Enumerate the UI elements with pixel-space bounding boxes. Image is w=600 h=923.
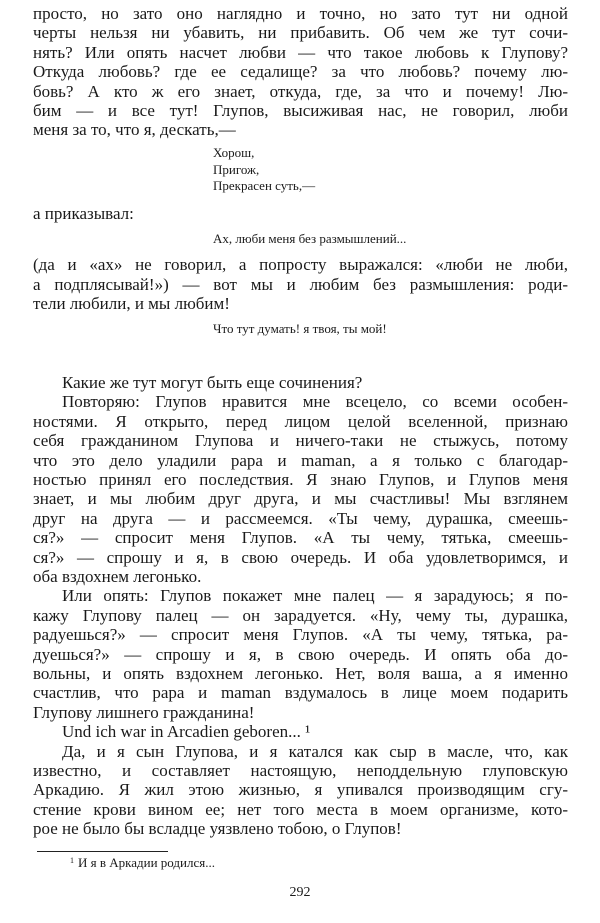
footnote	[70, 853, 215, 871]
text-line: стение крови вином ее; нет того места в моем организме, кото-	[33, 799, 568, 819]
verse-line: Ах, люби меня без размышлений...	[213, 231, 407, 246]
text-line: себя гражданином Глупова и ничего-таки не стыжусь, потому	[33, 431, 568, 451]
footnote-text: И я в Аркадии родился...	[78, 855, 215, 870]
text-line: Аркадию. Я жил этою жизнью, я упивался производящим сгу-	[33, 780, 568, 800]
text-line: вольны, и опять вздохнем легонько. Нет, воля ваша, а я именно	[33, 664, 568, 683]
text-line: Глупову лишнего гражданина!	[33, 702, 255, 722]
text-line: а подплясывай!») — вот мы и любим без размышления: роди-	[33, 274, 568, 294]
text-line: просто, но зато оно наглядно и точно, но зато тут ни одной	[33, 4, 568, 23]
text-line: меня за то, что я, дескать,—	[33, 120, 236, 140]
text-line: дуешься?» — спрошу и я, в свою очередь. И опять оба до-	[33, 644, 568, 664]
text-line: друг на друга — и рассмеемся. «Ты чему, дурашка, смеешь-	[33, 508, 568, 528]
verse-line: Пригож,	[213, 162, 260, 177]
text-line: оба вздохнем легонько.	[33, 567, 202, 586]
text-line: ностью принял его последствия. Я знаю Глупов, и Глупов меня	[33, 470, 568, 489]
text-line: а приказывал:	[33, 204, 134, 223]
page-number: 292	[289, 885, 311, 900]
text-line: ся?» — спрошу и я, в свою очередь. И оба удовлетворимся, и	[33, 547, 568, 567]
text-line: счастлив, что papa и maman вздумалось в лице моем подарить	[33, 683, 568, 703]
text-line: что это дело уладили papa и maman, а я только с благодар-	[33, 450, 568, 470]
text-line: ся?» — спросит меня Глупов. «А ты чему, тятька, смеешь-	[33, 528, 568, 548]
text-line: ностями. Я открыто, перед лицом целой вселенной, признаю	[33, 411, 568, 431]
text-line: Или опять: Глупов покажет мне палец — я зарадуюсь; я по-	[62, 586, 568, 606]
verse-line: Прекрасен суть,—	[213, 178, 316, 193]
text-line: кажу Глупову палец — он зарадуется. «Ну, чему ты, дурашка,	[33, 605, 568, 625]
footnote-rule	[37, 851, 168, 852]
text-line: черты нельзя ни убавить, ни прибавить. Об чем же тут сочи-	[33, 23, 568, 43]
verse-line: Хорош,	[213, 145, 255, 160]
text-line: нять? Или опять насчет любви — что такое любовь к Глупову?	[33, 42, 568, 62]
text-line: Какие же тут могут быть еще сочинения?	[62, 373, 363, 392]
text-line: Повторяю: Глупов нравится мне всецело, со всеми особен-	[62, 392, 568, 412]
text-line: рое не было бы всладце уязвлено тобою, о Глупов!	[33, 819, 402, 839]
text-line: (да и «ах» не говорил, а попросту выражался: «люби не люби,	[33, 255, 568, 274]
text-line: радуешься?» — спросит меня Глупов. «А ты чему, тятька, ра-	[33, 625, 568, 645]
text-line: бим — и все тут! Глупов, высиживая нас, не говорил, люби	[33, 101, 568, 120]
text-line: Und ich war in Arcadien geboren... ¹	[62, 722, 311, 742]
text-line: бовь? А кто ж его знает, откуда, где, за что и почему! Лю-	[33, 81, 568, 101]
text-line: известно, и составляет настоящую, неподдельную глуповскую	[33, 761, 568, 780]
text-line: Да, и я сын Глупова, и я катался как сыр в масле, что, как	[62, 741, 568, 761]
verse-line: Что тут думать! я твоя, ты мой!	[213, 321, 387, 336]
footnote-mark: 1	[70, 856, 74, 865]
text-line: знает, и мы любим друг друга, и мы счастливы! Мы взглянем	[33, 489, 568, 509]
text-line: тели любили, и мы любим!	[33, 294, 230, 313]
text-line: Откуда любовь? где ее седалище? за что любовь? почему лю-	[33, 62, 568, 82]
